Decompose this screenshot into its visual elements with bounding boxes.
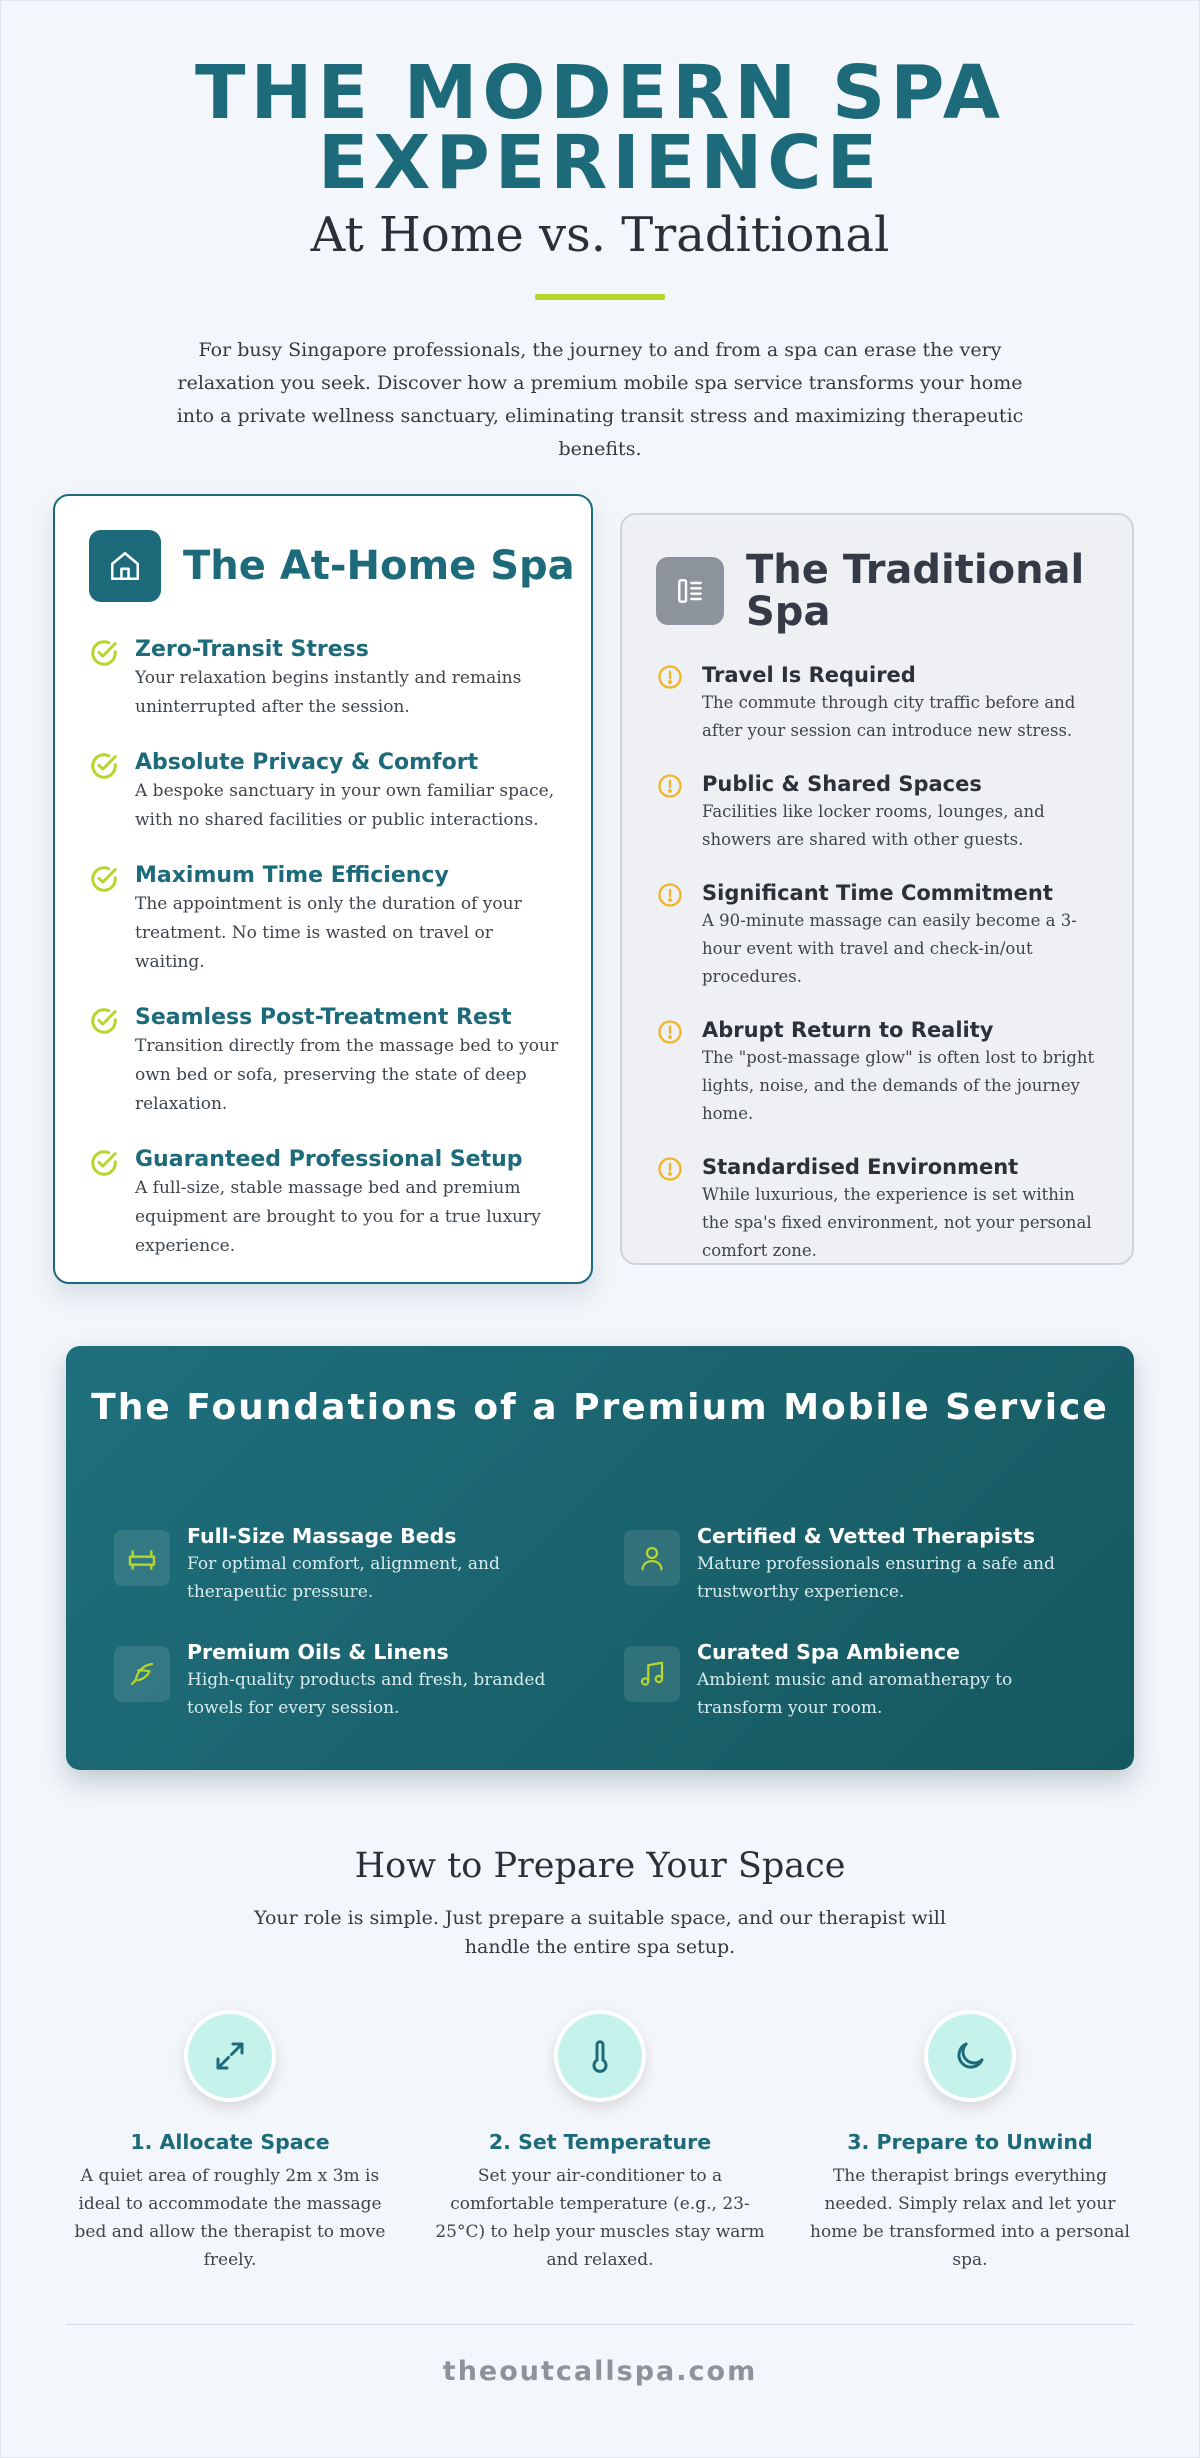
prepare-section-title: How to Prepare Your Space [354,1846,846,1886]
massage-bed-icon [114,1530,170,1586]
item-title: Travel Is Required [702,663,916,687]
feature-oils-linens [114,1638,584,1722]
item-title: Significant Time Commitment [702,881,1053,905]
item-description: While luxurious, the experience is set within the spa's fixed environment, not your personal comfort zone. [702,1185,1092,1260]
item-description: Transition directly from the massage bed to your own bed or sofa, preserving the state of deep relaxation. [135,1036,559,1114]
check-circle-icon [89,751,125,835]
moon-icon [924,2010,1016,2102]
feature-title: Premium Oils & Linens [187,1640,449,1664]
check-circle-icon [89,638,125,722]
item-description: A bespoke sanctuary in your own familiar space, with no shared facilities or public interactions. [135,781,555,830]
step-description: The therapist brings everything needed. Simply relax and let your home be transformed into a personal spa. [810,2166,1130,2270]
list-item [656,661,1106,745]
at-home-card-title: The At-Home Spa [183,543,575,589]
item-description: The commute through city traffic before and after your session can introduce new stress. [702,693,1076,740]
at-home-benefit-list [89,636,559,1288]
item-description: Your relaxation begins instantly and remains uninterrupted after the session. [135,668,522,717]
at-home-card-header [89,530,575,602]
check-circle-icon [89,1148,125,1261]
item-title: Absolute Privacy & Comfort [135,750,479,775]
traditional-card [620,513,1134,1265]
step-prepare-to-unwind [800,2010,1140,2274]
step-set-temperature [430,2010,770,2274]
alert-circle-icon [656,1018,692,1128]
feature-description: Mature professionals ensuring a safe and trustworthy experience. [697,1554,1055,1602]
page-title: THE MODERN SPA EXPERIENCE [195,50,1005,206]
step-title: 1. Allocate Space [130,2130,330,2154]
user-icon [624,1530,680,1586]
music-icon [624,1646,680,1702]
page-header [0,50,1200,300]
alert-circle-icon [656,663,692,745]
prepare-section-subtitle: Your role is simple. Just prepare a suitable space, and our therapist will handle the entire spa setup. [254,1907,946,1958]
list-item [656,770,1106,854]
home-icon [89,530,161,602]
feature-title: Curated Spa Ambience [697,1640,960,1664]
feature-massage-beds [114,1522,584,1606]
item-title: Public & Shared Spaces [702,772,982,796]
item-title: Abrupt Return to Reality [702,1018,994,1042]
step-title: 2. Set Temperature [488,2130,712,2154]
step-title: 3. Prepare to Unwind [847,2130,1093,2154]
feature-description: High-quality products and fresh, branded towels for every session. [187,1670,546,1718]
foundations-panel [66,1346,1134,1770]
item-description: The appointment is only the duration of your treatment. No time is wasted on travel or waiting. [135,894,522,972]
item-description: A 90-minute massage can easily become a 3-hour event with travel and check-in/out procedures. [702,911,1077,986]
list-item [89,1146,559,1261]
list-item [656,1153,1106,1265]
page-subtitle: At Home vs. Traditional [310,207,890,263]
item-title: Seamless Post-Treatment Rest [135,1005,512,1030]
step-description: Set your air-conditioner to a comfortable temperature (e.g., 23-25°C) to help your muscles stay warm and relaxed. [435,2166,765,2270]
item-title: Zero-Transit Stress [135,637,369,662]
intro-text: For busy Singapore professionals, the journey to and from a spa can erase the very relaxation you seek. Discover how a premium mobile spa service transforms your home into a private wellness sanctuary, eliminating transit stress and maximizing therapeutic benefits. [176,339,1024,460]
feature-title: Certified & Vetted Therapists [697,1524,1036,1548]
step-description: A quiet area of roughly 2m x 3m is ideal to accommodate the massage bed and allow the therapist to move freely. [74,2166,386,2270]
item-description: A full-size, stable massage bed and premium equipment are brought to you for a true luxury experience. [135,1178,541,1256]
item-description: The "post-massage glow" is often lost to bright lights, noise, and the demands of the journey home. [702,1048,1095,1123]
thermometer-icon [554,2010,646,2102]
feature-description: Ambient music and aromatherapy to transform your room. [697,1670,1013,1718]
foundations-title: The Foundations of a Premium Mobile Service [91,1387,1109,1428]
feather-icon [114,1646,170,1702]
feature-title: Full-Size Massage Beds [187,1524,457,1548]
alert-circle-icon [656,1155,692,1265]
expand-icon [184,2010,276,2102]
item-title: Guaranteed Professional Setup [135,1147,523,1172]
list-item [89,636,559,722]
item-title: Standardised Environment [702,1155,1019,1179]
traditional-drawback-list [656,661,1106,1290]
check-circle-icon [89,864,125,977]
building-icon [656,557,724,625]
item-description: Facilities like locker rooms, lounges, and showers are shared with other guests. [702,802,1045,849]
alert-circle-icon [656,881,692,991]
feature-ambience [624,1638,1094,1722]
alert-circle-icon [656,772,692,854]
list-item [89,862,559,977]
step-allocate-space [60,2010,400,2274]
footer-domain: theoutcallspa.com [442,2356,758,2387]
accent-divider [535,294,665,300]
check-circle-icon [89,1006,125,1119]
list-item [656,1016,1106,1128]
list-item [89,1004,559,1119]
footer-divider [66,2324,1134,2325]
traditional-card-title: The Traditional Spa [746,547,1085,635]
list-item [89,749,559,835]
feature-therapists [624,1522,1094,1606]
traditional-card-header [656,549,1086,633]
feature-description: For optimal comfort, alignment, and therapeutic pressure. [187,1554,500,1602]
item-title: Maximum Time Efficiency [135,863,449,888]
at-home-card [53,494,593,1284]
list-item [656,879,1106,991]
